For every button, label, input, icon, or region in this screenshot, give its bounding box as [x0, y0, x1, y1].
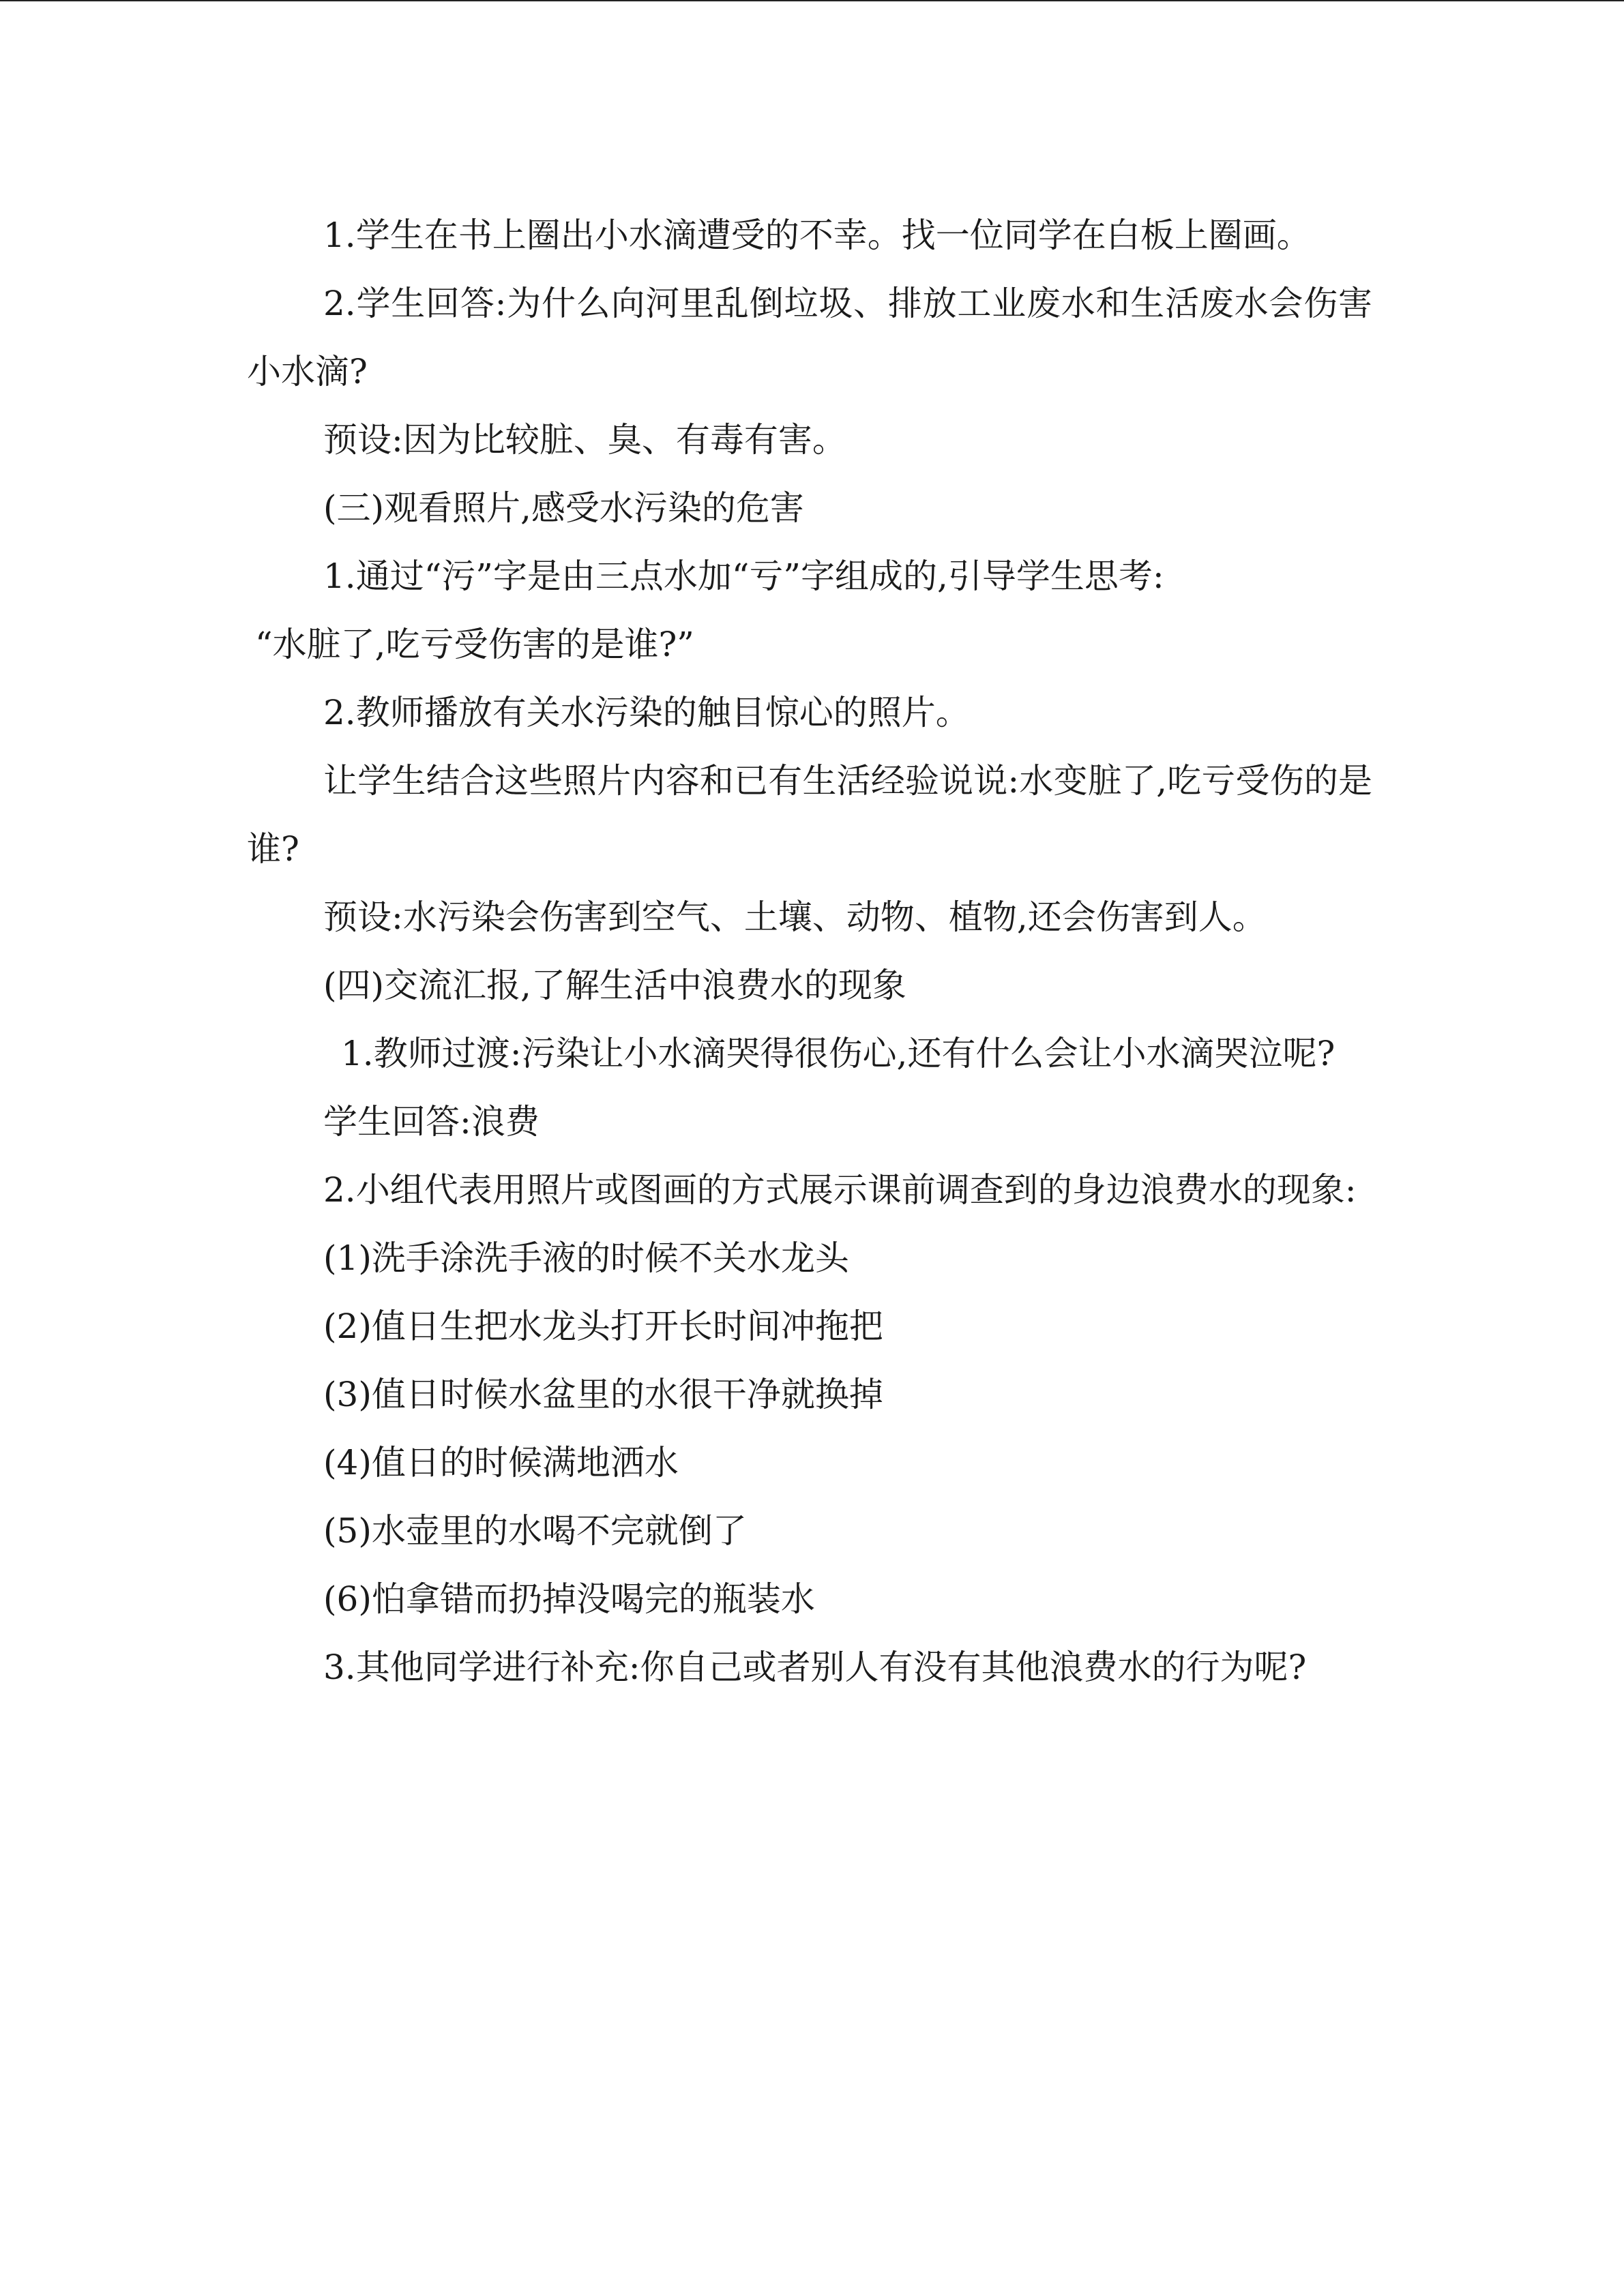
- list-item-waste-6: (6)怕拿错而扔掉没喝完的瓶装水: [323, 1579, 815, 1619]
- paragraph-preset-1: 预设:因为比较脏、臭、有毒有害。: [323, 420, 846, 460]
- paragraph-quote-question: “水脏了,吃亏受伤害的是谁?”: [255, 625, 694, 664]
- paragraph-teacher-transition: 1.教师过渡:污染让小水滴哭得很伤心,还有什么会让小水滴哭泣呢?: [341, 1034, 1335, 1073]
- paragraph-student-answer: 学生回答:浪费: [323, 1102, 540, 1142]
- list-item-waste-1: (1)洗手涂洗手液的时候不关水龙头: [323, 1238, 849, 1278]
- paragraph-step-2-photos: 2.教师播放有关水污染的触目惊心的照片。: [323, 693, 970, 732]
- section-heading-4: (四)交流汇报,了解生活中浪费水的现象: [323, 966, 906, 1005]
- section-heading-3: (三)观看照片,感受水污染的危害: [323, 488, 804, 528]
- document-body: [247, 201, 1372, 1701]
- paragraph-step-2-answer: 2.学生回答:为什么向河里乱倒垃圾、排放工业废水和生活废水会伤害小水滴?: [247, 284, 1372, 391]
- paragraph-preset-2: 预设:水污染会伤害到空气、土壤、动物、植物,还会伤害到人。: [323, 897, 1267, 937]
- list-item-waste-2: (2)值日生把水龙头打开长时间冲拖把: [323, 1307, 883, 1346]
- paragraph-step-1-circle: 1.学生在书上圈出小水滴遭受的不幸。找一位同学在白板上圈画。: [323, 215, 1311, 255]
- list-item-waste-4: (4)值日的时候满地洒水: [323, 1443, 679, 1482]
- paragraph-step-1-wu: 1.通过“污”字是由三点水加“亏”字组成的,引导学生思考:: [323, 556, 1164, 596]
- paragraph-group-show: 2.小组代表用照片或图画的方式展示课前调查到的身边浪费水的现象:: [323, 1170, 1357, 1210]
- list-item-waste-3: (3)值日时候水盆里的水很干净就换掉: [323, 1375, 883, 1414]
- page-top-border: [0, 0, 1624, 1]
- paragraph-step-3-supplement: 3.其他同学进行补充:你自己或者别人有没有其他浪费水的行为呢?: [323, 1648, 1307, 1687]
- list-item-waste-5: (5)水壶里的水喝不完就倒了: [323, 1511, 747, 1551]
- paragraph-discuss: 让学生结合这些照片内容和已有生活经验说说:水变脏了,吃亏受伤的是谁?: [247, 761, 1372, 869]
